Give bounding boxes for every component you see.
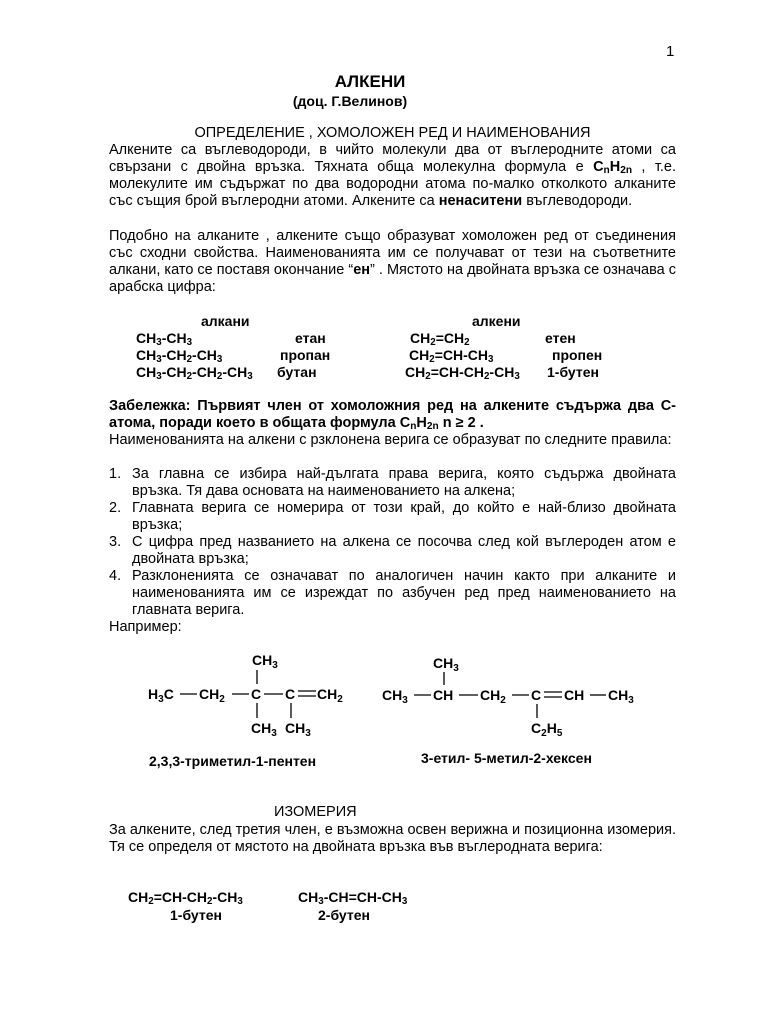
list-item: 2. Главната верига се номерира от този край, до който е най-близо двойната връзка; <box>109 500 676 533</box>
intro-paragraph-2 <box>109 228 676 296</box>
svg-text:CH2: $CH_2$ <box>480 687 506 706</box>
note-paragraph: Забележка: Първият член от хомоложния ред на алкените съдържа два С-атома, поради което в общата формула $C_nH_{2n}$ n ≥ 2 . <box>109 398 676 432</box>
example-2-name: 3-етил- 5-метил-2-хексен <box>421 750 592 766</box>
isomer-formula-2: $CH_3-CH=CH-CH_3$ <box>298 889 408 907</box>
isomer-name-2: 2-бутен <box>318 907 370 923</box>
alkene-name: 1-бутен <box>547 364 599 380</box>
list-item: 3. С цифра пред названието на алкена се посочва след кой въглероден атом е двойната връзка; <box>109 534 676 567</box>
intro2-text-b: ” . Мястото на двойната връзка се означава с арабска цифра: <box>109 262 676 295</box>
svg-text:CH3: $CH_3$ <box>382 687 408 706</box>
section-heading-isomerism: ИЗОМЕРИЯ <box>274 804 357 820</box>
svg-text:CH2: $CH_2$ <box>199 686 225 705</box>
alkene-formula: $CH_2=CH_2$ <box>410 330 470 348</box>
alkene-formula: $CH_2=CH-CH_2-CH_3$ <box>405 364 520 382</box>
svg-text:C: C <box>251 686 262 702</box>
suffix-en: ен <box>353 262 371 278</box>
unsaturated-term: ненаситени <box>438 193 523 209</box>
svg-text:CH3: $CH_3$ <box>251 720 277 739</box>
rules-list <box>109 466 676 619</box>
list-item: 4. Разклоненията се означават по аналогичен начин както при алканите и наименованията им се изреждат по азбучен ред пред наименованието на главната верига. <box>109 568 676 618</box>
intro-text-b: , т.е. молекулите им съдържат по два водородни атома по-малко отколкото алканите със същия брой въглеродни атоми. Алкените са <box>109 159 676 209</box>
svg-text:CH3: $CH_3$ <box>608 687 634 706</box>
isomer-formula-1: $CH_2=CH-CH_2-CH_3$ <box>128 889 243 907</box>
intro-text-a: Алкените са въглеводороди, в чийто молекули два от въглеродните атоми са свързани с двойна връзка. Тяхната обща молекулна формула е <box>109 142 676 175</box>
alkene-formula: $CH_2=CH-CH_3$ <box>409 347 494 365</box>
alkane-name: пропан <box>280 347 331 363</box>
structure-trimethylpentene <box>140 645 360 745</box>
table-header-alkenes: алкени <box>472 313 521 329</box>
intro2-text-a: Подобно на алканите , алкените също образуват хомоложен ред от съединения със сходни свойства. Наименованията им се получават от тези на съответните алкани, като се поставя окончание “ <box>109 228 676 278</box>
svg-text:C2H5: $C_2H_5$ <box>531 720 563 739</box>
svg-text:CH: CH <box>433 687 454 703</box>
intro-text-c: въглеводороди. <box>522 193 633 209</box>
structure-ethylmethylhexene <box>378 650 653 745</box>
alkane-name: бутан <box>277 364 317 380</box>
alkane-formula: $CH_3-CH_3$ <box>136 330 193 348</box>
svg-text:C: C <box>285 686 296 702</box>
page-title: АЛКЕНИ <box>334 72 406 91</box>
svg-text:CH3: $CH_3$ <box>433 655 459 674</box>
alkane-formula: $CH_3-CH_2-CH_2-CH_3$ <box>136 364 253 382</box>
alkane-name: етан <box>295 330 326 346</box>
svg-text:CH3: $CH_3$ <box>252 652 278 671</box>
example-1-name: 2,3,3-триметил-1-пентен <box>149 753 317 769</box>
example-label: Например: <box>109 619 182 635</box>
alkane-formula: $CH_3-CH_2-CH_3$ <box>136 347 223 365</box>
intro-paragraph-1 <box>109 142 676 210</box>
svg-text:CH2: $CH_2$ <box>317 686 343 705</box>
branch-intro: Наименованията на алкени с рзклонена верига се образуват по следните правила: <box>109 432 672 448</box>
author: (доц. Г.Велинов) <box>292 93 408 109</box>
table-header-alkanes: алкани <box>201 313 250 329</box>
svg-text:C: C <box>531 687 542 703</box>
page-number: 1 <box>666 43 675 60</box>
isomer-name-1: 1-бутен <box>170 907 222 923</box>
alkene-name: пропен <box>552 347 603 363</box>
list-item: 1. За главна се избира най-дългата права верига, която съдържа двойната връзка. Тя дава основата на наименованието на алкена; <box>109 466 676 499</box>
svg-text:H3C: $H_3C$ <box>148 686 174 705</box>
general-formula: $C_nH_{2n}$ <box>593 159 633 176</box>
section-heading-definition: ОПРЕДЕЛЕНИЕ , ХОМОЛОЖЕН РЕД И НАИМЕНОВАНИЯ <box>194 125 591 141</box>
alkene-name: етен <box>545 330 576 346</box>
svg-text:CH3: $CH_3$ <box>285 720 311 739</box>
isomer-paragraph: За алкените, след третия член, е възможна освен верижна и позиционна изомерия. Тя се определя от мястото на двойната връзка във въглеродната верига: <box>109 822 676 855</box>
svg-text:CH: CH <box>564 687 585 703</box>
